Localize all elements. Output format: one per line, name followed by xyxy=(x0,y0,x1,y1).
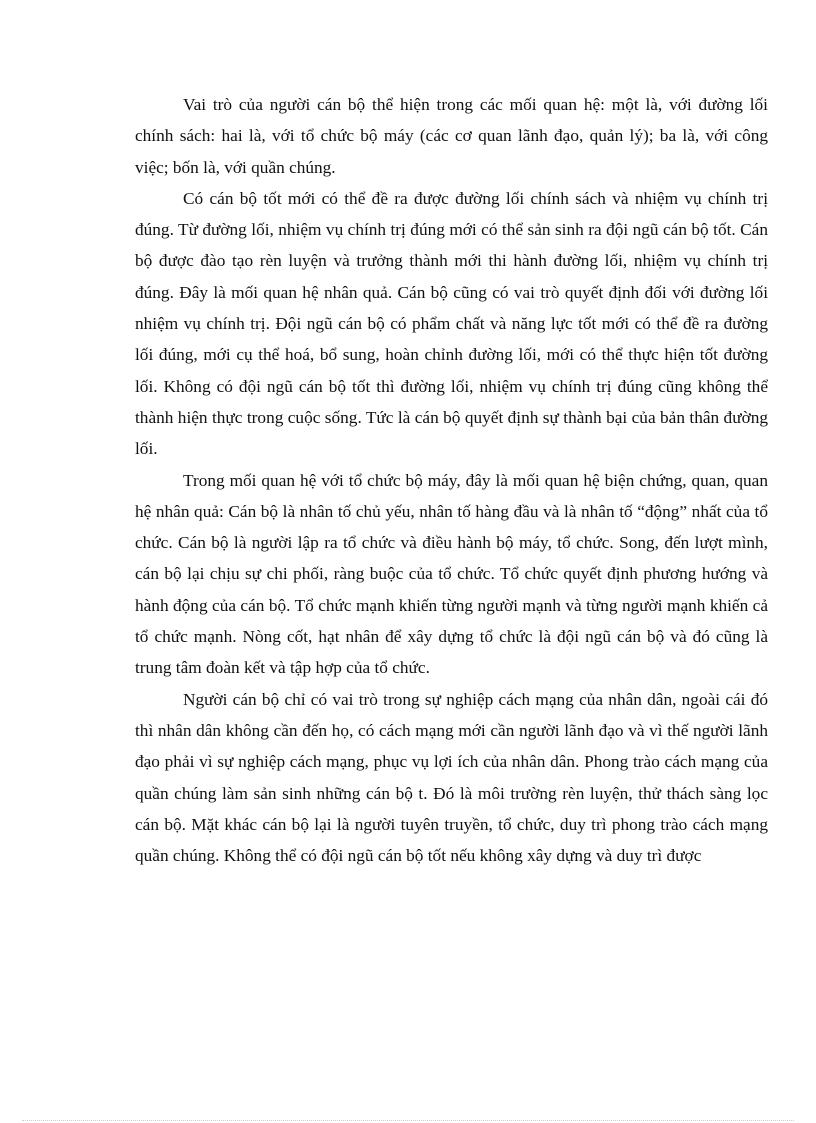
page-bottom-divider xyxy=(22,1120,794,1121)
document-body xyxy=(135,89,768,871)
paragraph-3: Trong mối quan hệ với tổ chức bộ máy, đây là mối quan hệ biện chứng, quan, quan hệ nhân quả: Cán bộ là nhân tố chủ yếu, nhân tố hàng đầu và là nhân tố “động” nhất của tổ chức. Cán bộ là người lập ra tổ chức và điều hành bộ máy, tổ chức. Song, đến lượt mình, cán bộ lại chịu sự chi phối, ràng buộc của tổ chức. Tổ chức quyết định phương hướng và hành động của cán bộ. Tổ chức mạnh khiến từng người mạnh và từng người mạnh khiến cả tổ chức mạnh. Nòng cốt, hạt nhân để xây dựng tổ chức là đội ngũ cán bộ và đó cũng là trung tâm đoàn kết và tập hợp của tổ chức. xyxy=(135,470,768,678)
paragraph-1: Vai trò của người cán bộ thể hiện trong các mối quan hệ: một là, với đường lối chính sách: hai là, với tổ chức bộ máy (các cơ quan lãnh đạo, quản lý); ba là, với công việc; bốn là, với quần chúng. xyxy=(135,95,768,177)
paragraph-2: Có cán bộ tốt mới có thể đề ra được đường lối chính sách và nhiệm vụ chính trị đúng. Từ đường lối, nhiệm vụ chính trị đúng mới có thể sản sinh ra đội ngũ cán bộ tốt. Cán bộ được đào tạo rèn luyện và trưởng thành mới thi hành đường lối, nhiệm vụ chính trị đúng. Đây là mối quan hệ nhân quả. Cán bộ cũng có vai trò quyết định đối với đường lối nhiệm vụ chính trị. Đội ngũ cán bộ có phẩm chất và năng lực tốt mới có thể đề ra đường lối đúng, mới cụ thể hoá, bổ sung, hoàn chỉnh đường lối, mới có thể thực hiện tốt đường lối. Không có đội ngũ cán bộ tốt thì đường lối, nhiệm vụ chính trị đúng cũng không thể thành hiện thực trong cuộc sống. Tức là cán bộ quyết định sự thành bại của bản thân đường lối. xyxy=(135,188,768,459)
paragraph-4: Người cán bộ chỉ có vai trò trong sự nghiệp cách mạng của nhân dân, ngoài cái đó thì nhân dân không cần đến họ, có cách mạng mới cần người lãnh đạo và vì thế người lãnh đạo phải vì sự nghiệp cách mạng, phục vụ lợi ích của nhân dân. Phong trào cách mạng của quần chúng làm sản sinh những cán bộ t. Đó là môi trường rèn luyện, thử thách sàng lọc cán bộ. Mặt khác cán bộ lại là người tuyên truyền, tổ chức, duy trì phong trào cách mạng quần chúng. Không thể có đội ngũ cán bộ tốt nếu không xây dựng và duy trì được xyxy=(135,689,768,866)
